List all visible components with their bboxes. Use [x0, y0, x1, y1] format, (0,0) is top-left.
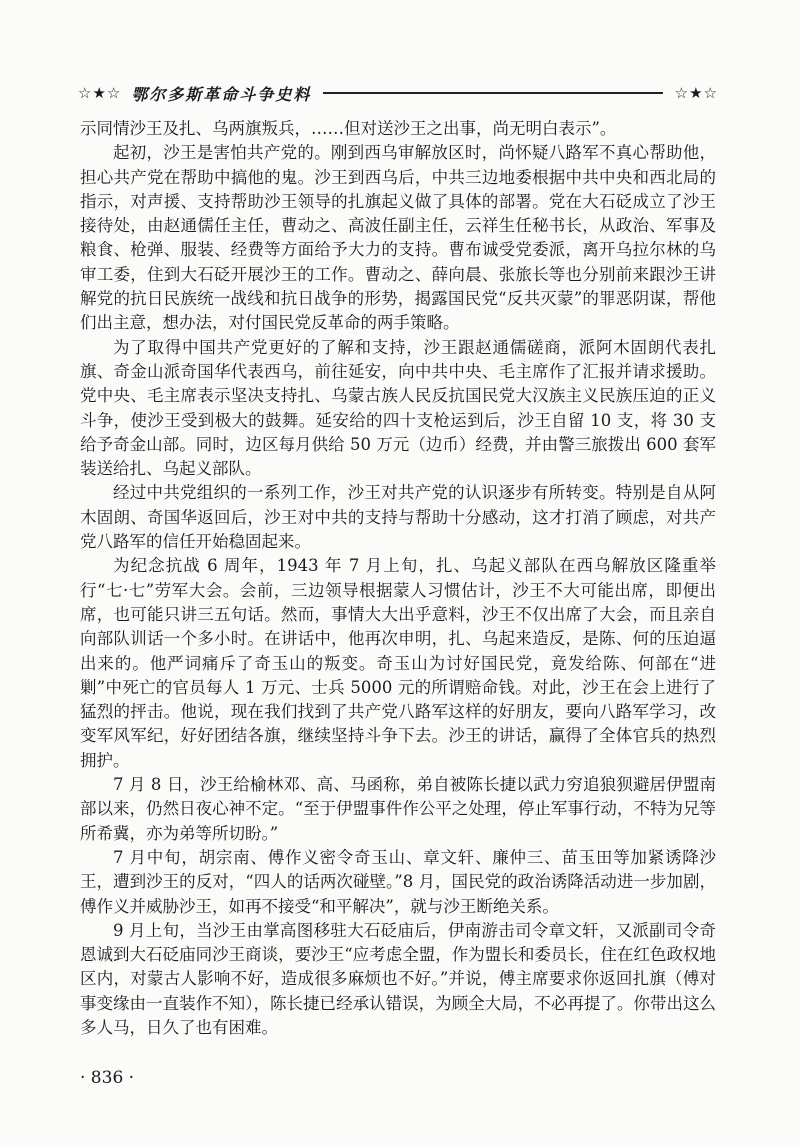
header-stars-left: ☆★☆ — [78, 83, 122, 102]
paragraph: 7 月中旬，胡宗南、傅作义密令奇玉山、章文轩、廉仲三、苗玉田等加紧诱降沙王，遭到沙王的反对，“四人的话两次碰壁。”8 月，国民党的政治诱降活动进一步加剧，傅作义并威胁沙王，如再不接受“和平解决”，就与沙王断绝关系。 — [80, 847, 716, 916]
paragraph: 经过中共党组织的一系列工作，沙王对共产党的认识逐步有所转变。特别是自从阿木固朗、奇国华返回后，沙王对中共的支持与帮助十分感动，这才打消了顾虑，对共产党八路军的信任开始稳固起来。 — [80, 483, 716, 552]
header-stars-right: ☆★☆ — [674, 83, 718, 102]
paragraph: 9 月上旬，当沙王由掌高图移驻大石砭庙后，伊南游击司令章文轩，又派副司令奇恩诚到大石砭庙同沙王商谈，要沙王“应考虑全盟，作为盟长和委员长，住在红色政权地区内，对蒙古人影响不好，造成很多麻烦也不好。”并说，傅主席要求你返回扎旗（傅对事变缘由一直装作不知），陈长捷已经承认错误，为顾全大局，不必再提了。你带出这么多人马，日久了也有困难。 — [80, 920, 716, 1037]
paragraph: 7 月 8 日，沙王给榆林邓、高、马函称，弟自被陈长捷以武力穷追狼狈避居伊盟南部以来，仍然日夜心神不定。“至于伊盟事件作公平之处理，停止军事行动，不特为兄等所希冀，亦为弟等所切盼。” — [80, 775, 716, 843]
body-text — [80, 117, 716, 1040]
paragraph: 为了取得中国共产党更好的了解和支持，沙王跟赵通儒磋商，派阿木固朗代表扎旗、奇金山派奇国华代表西乌，前往延安，向中共中央、毛主席作了汇报并请求援助。党中央、毛主席表示坚决支持扎、乌蒙古族人民反抗国民党大汉族主义民族压迫的正义斗争，使沙王受到极大的鼓舞。延安给的四十支枪运到后，沙王自留 10 支，将 30 支给予奇金山部。同时，边区每月供给 50 万元（边币）经费，并由警三旅拨出 600 套军装送给扎、乌起义部队。 — [80, 337, 716, 479]
header-rule — [323, 92, 662, 94]
page-number: · 836 · — [80, 1068, 135, 1088]
paragraph: 起初，沙王是害怕共产党的。刚到西乌审解放区时，尚怀疑八路军不真心帮助他，担心共产党在帮助中搞他的鬼。沙王到西乌后，中共三边地委根据中共中央和西北局的指示，对声援、支持帮助沙王领导的扎旗起义做了具体的部署。党在大石砭成立了沙王接待处，由赵通儒任主任，曹动之、高波任副主任，云祥生任秘书长，从政治、军事及粮食、枪弹、服装、经费等方面给予大力的支持。曹布诚受党委派，离开乌拉尔林的乌审工委，住到大石砭开展沙王的工作。曹动之、薛向晨、张旅长等也分别前来跟沙王讲解党的抗日民族统一战线和抗日战争的形势，揭露国民党“反共灭蒙”的罪恶阴谋，帮他们出主意，想办法，对付国民党反革命的两手策略。 — [80, 143, 716, 333]
running-header — [78, 80, 718, 106]
paragraph-continued: 示同情沙王及扎、乌两旗叛兵，……但对送沙王之出事，尚无明白表示”。 — [80, 119, 617, 138]
header-title: 鄂尔多斯革命斗争史料 — [131, 84, 312, 104]
paragraph: 为纪念抗战 6 周年，1943 年 7 月上旬，扎、乌起义部队在西乌解放区隆重举行“七·七”劳军大会。会前，三边领导根据蒙人习惯估计，沙王不大可能出席，即便出席，也可能只讲三五句话。然而，事情大大出乎意料，沙王不仅出席了大会，而且亲自向部队训话一个多小时。在讲话中，他再次申明，扎、乌起来造反，是陈、何的压迫逼出来的。他严词痛斥了奇玉山的叛变。奇玉山为讨好国民党，竟发给陈、何部在“进剿”中死亡的官员每人 1 万元、士兵 5000 元的所谓赔命钱。对此，沙王在会上进行了猛烈的抨击。他说，现在我们找到了共产党八路军这样的好朋友，要向八路军学习，改变军风军纪，好好团结各旗，继续坚持斗争下去。沙王的讲话，赢得了全体官兵的热烈拥护。 — [80, 556, 716, 770]
